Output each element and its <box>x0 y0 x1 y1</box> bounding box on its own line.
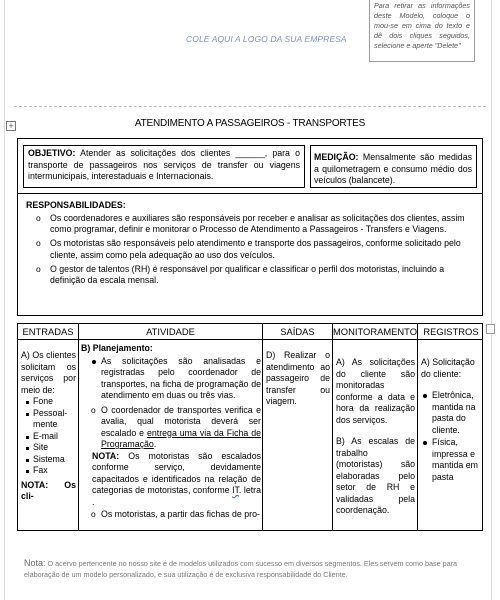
objetivo-label: OBJETIVO: <box>28 148 76 158</box>
column-divider <box>332 324 333 530</box>
header-monitoramento: MONITORAMENTO <box>333 326 418 337</box>
objective-row <box>18 139 482 194</box>
monitoramento-cell[interactable] <box>336 357 415 517</box>
header-divider <box>14 106 486 107</box>
note-text: Os motoristas são escalados conforme serviço, devidamente capacitados e identificados na relação de categorias de motoristas, conforme <box>92 450 261 495</box>
registros-a: A) Solicitação do cliente: <box>421 357 475 379</box>
entradas-note: NOTA: Os cli- <box>21 479 76 501</box>
column-divider <box>78 324 79 530</box>
objective-block <box>17 138 483 316</box>
header-entradas: ENTRADAS <box>22 326 74 337</box>
medicao-text: Mensalmente são medidas a quilometragem e consumo médio dos veículos (balancete). <box>314 152 472 185</box>
atividade-cell[interactable] <box>81 343 261 521</box>
list-item: Eletrônica, mantida na pasta do cliente. <box>423 390 482 436</box>
item-text: O coordenador de transportes verifica e avalia, qual motorista deverá ser escalado e <box>101 404 261 438</box>
saidas-cell[interactable]: D) Realizar o atendimento ao passageiro de transfer ou viagem. <box>266 350 330 406</box>
entradas-cell[interactable] <box>21 350 76 503</box>
entradas-list <box>21 396 76 477</box>
atividade-list <box>81 356 261 451</box>
list-item: o O gestor de talentos (RH) é responsável por qualificar e classificar o perfil dos motoristas, incluindo a definição da escala mensal. <box>40 264 474 287</box>
list-item: Sistema <box>26 454 76 466</box>
responsabilidades-list <box>26 213 474 287</box>
atividade-list-2 <box>81 509 261 521</box>
document-title: ATENDIMENTO A PASSAGEIROS - TRANSPORTES <box>134 118 366 129</box>
column-divider <box>417 324 418 530</box>
column-divider <box>262 324 263 530</box>
table-move-handle-icon[interactable]: + <box>6 121 16 131</box>
responsabilidades-label: RESPONSABILIDADES: <box>26 200 126 210</box>
list-item: o Os motoristas são responsáveis pelo atendimento e transporte dos passageiros, conforme solicitado pelo cliente, assim como pela adequação ao uso dos veículos. <box>40 238 474 261</box>
list-item: Pessoal-mente <box>26 408 76 431</box>
list-item: Fone <box>26 396 76 408</box>
monitoramento-a: A) As solicitações do cliente são monitoradas conforme a data e hora da realização dos serviços. <box>336 357 415 425</box>
note-label: NOTA: <box>92 450 120 461</box>
medicao-cell[interactable] <box>310 145 477 188</box>
monitoramento-b: B) As escalas de trabalho (motoristas) são elaboradas pelo setor de RH e validadas pela coordenação. <box>336 436 415 515</box>
registros-list <box>421 390 482 483</box>
list-item: Site <box>26 442 76 454</box>
atividade-heading: B) Planejamento: <box>81 343 153 353</box>
item-text: . <box>153 439 157 449</box>
header-atividade: ATIVIDADE <box>146 326 195 337</box>
list-item: o Os coordenadores e auxiliares são responsáveis por receber e analisar as solicitações dos clientes, assim como programar, definir e monitorar o Processo de Atendimento a Passageiros - Transfers e Viagens. <box>40 213 474 236</box>
header-registros: REGISTROS <box>423 326 479 337</box>
list-item: Fax <box>26 465 76 477</box>
list-item: E-mail <box>26 431 76 443</box>
atividade-note <box>81 451 261 509</box>
objetivo-text: Atender as solicitações dos clientes ______, para o transporte de passageiros nos serviços de transfer ou viagens intermunicipais, interestaduais e Internacionais. <box>28 148 300 181</box>
header-saidas: SAÍDAS <box>280 326 315 337</box>
list-item: o Os motoristas, a partir das fichas de pro- <box>92 509 261 521</box>
medicao-label: MEDIÇÃO: <box>314 152 359 162</box>
footer-note <box>24 558 476 580</box>
list-item: Física, impressa e mantida em pasta <box>423 437 482 483</box>
ficha-link[interactable]: entrega uma via da Ficha de Programação <box>101 427 261 449</box>
logo-placeholder[interactable]: COLE AQUI A LOGO DA SUA EMPRESA <box>186 34 347 44</box>
responsabilidades-section[interactable] <box>23 200 477 289</box>
objetivo-cell[interactable] <box>23 145 305 188</box>
list-item: As solicitações são analisadas e registradas pelo coordenador de transportes, na ficha de programação de atendimento em duas ou três vias. <box>92 356 261 402</box>
table-resize-handle[interactable] <box>486 324 495 334</box>
it-reference: IT <box>232 485 239 495</box>
list-item <box>92 405 261 451</box>
footer-text: O acervo pertencente no nosso site é de modelos utilizados com sucesso em diversos segmentos. Eles servem como base para elaboração de um modelo personalizado, e sua utilização é de exclusiva responsabilidade do Cliente. <box>24 559 458 579</box>
process-table <box>17 323 483 531</box>
note-text: . letra . <box>92 485 261 507</box>
instruction-textbox[interactable]: Para retirar as informações deste Modelo, coloque o mou-se em cima do texto e dê dois cliques seguidos, selecione e aperte "Delete" <box>369 0 475 62</box>
registros-cell[interactable] <box>421 357 482 483</box>
footer-label: Nota: <box>24 558 46 568</box>
entradas-intro: A) Os clientes solicitam os serviços por meio de: <box>21 350 76 395</box>
